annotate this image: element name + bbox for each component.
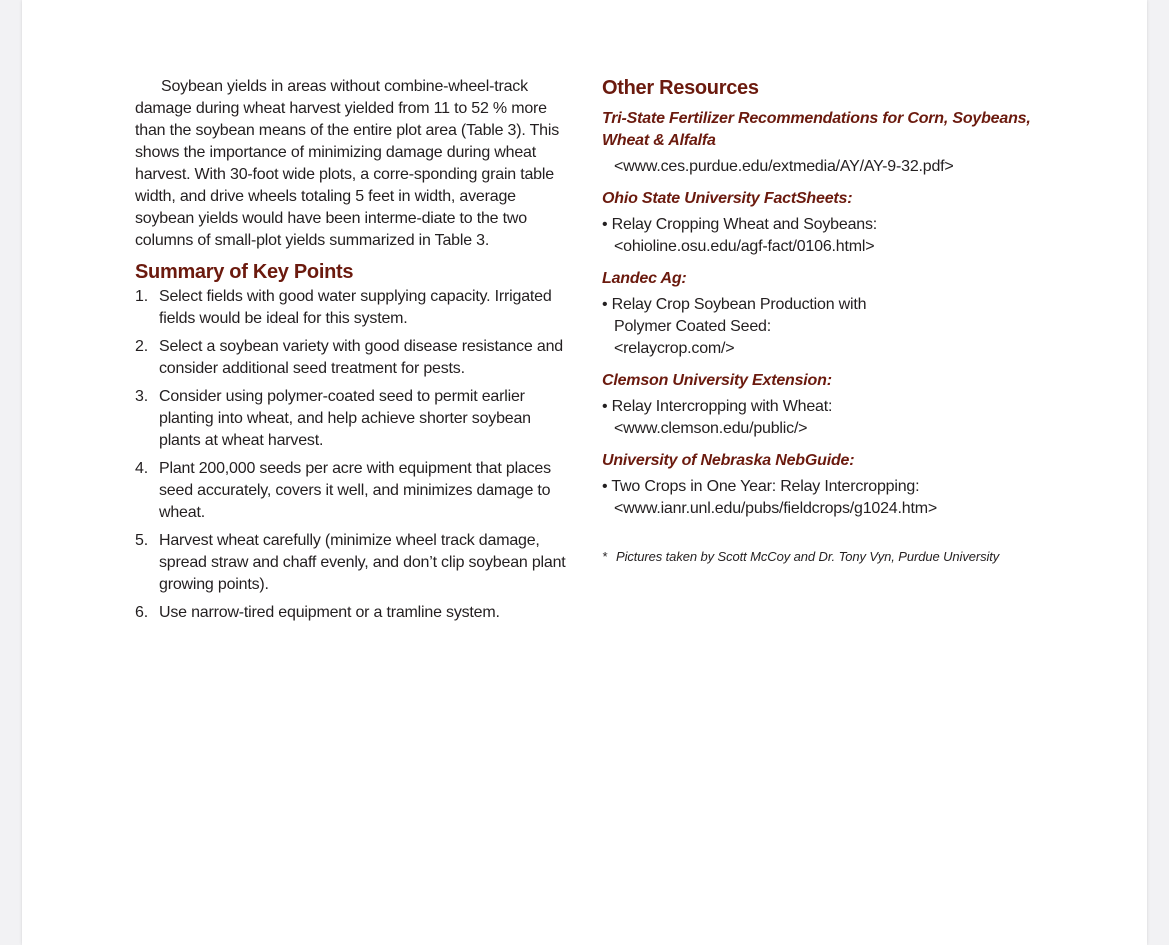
resource-source-title: University of Nebraska NebGuide: [602, 452, 855, 469]
resource-tri-state [602, 108, 1042, 178]
resource-landec [602, 268, 1042, 360]
right-column [602, 76, 1042, 566]
list-item-number: 4. [135, 460, 148, 477]
list-item-text: Harvest wheat carefully (minimize wheel track damage, spread straw and chaff evenly, and don’t clip soybean plant growing points). [159, 532, 566, 593]
resource-bullet: • Relay Cropping Wheat and Soybeans: [602, 216, 878, 233]
resource-link[interactable]: <www.ces.purdue.edu/extmedia/AY/AY-9-32.pdf> [614, 158, 954, 175]
resource-source-title: Tri-State Fertilizer Recommendations for Corn, Soybeans, Wheat & Alfalfa [602, 110, 1031, 149]
list-item-number: 1. [135, 288, 148, 305]
summary-heading: Summary of Key Points [135, 261, 354, 283]
resource-ohio-state [602, 188, 1042, 258]
photo-credit-footnote [602, 548, 1042, 566]
resource-entry [602, 294, 1042, 360]
left-column [135, 76, 575, 630]
resource-bullet: • Two Crops in One Year: Relay Intercropping: [602, 478, 920, 495]
resource-source-title: Landec Ag: [602, 270, 687, 287]
list-item [135, 530, 575, 596]
list-item-text: Select fields with good water supplying capacity. Irrigated fields would be ideal for this system. [159, 288, 552, 327]
list-item [135, 458, 575, 524]
footnote-text: Pictures taken by Scott McCoy and Dr. Tony Vyn, Purdue University [616, 549, 1000, 564]
list-item-number: 6. [135, 604, 148, 621]
list-item [135, 602, 575, 624]
list-item-number: 3. [135, 388, 148, 405]
footnote-marker: * [602, 549, 607, 564]
other-resources-heading: Other Resources [602, 77, 759, 99]
list-item [135, 336, 575, 380]
resource-link[interactable]: <www.ianr.unl.edu/pubs/fieldcrops/g1024.htm> [614, 500, 937, 517]
resource-clemson [602, 370, 1042, 440]
key-points-list [135, 286, 575, 624]
resource-source-title: Clemson University Extension: [602, 372, 832, 389]
resource-link[interactable]: <relaycrop.com/> [614, 340, 735, 357]
list-item-text: Plant 200,000 seeds per acre with equipment that places seed accurately, covers it well, and minimizes damage to wheat. [159, 460, 551, 521]
list-item [135, 286, 575, 330]
resource-link[interactable]: <ohioline.osu.edu/agf-fact/0106.html> [614, 238, 875, 255]
resource-entry [602, 214, 1042, 258]
resource-source-title: Ohio State University FactSheets: [602, 190, 853, 207]
resource-bullet-continuation: Polymer Coated Seed: [614, 318, 771, 335]
list-item-text: Use narrow-tired equipment or a tramline system. [159, 604, 500, 621]
document-page [22, 0, 1147, 945]
resource-entry [602, 396, 1042, 440]
resource-nebraska [602, 450, 1042, 520]
list-item-text: Select a soybean variety with good disease resistance and consider additional seed treatment for pests. [159, 338, 563, 377]
resource-entry [602, 476, 1042, 520]
list-item-text: Consider using polymer-coated seed to permit earlier planting into wheat, and help achieve shorter soybean plants at wheat harvest. [159, 388, 531, 449]
resource-bullet: • Relay Crop Soybean Production with [602, 296, 867, 313]
intro-paragraph: Soybean yields in areas without combine-wheel-track damage during wheat harvest yielded from 11 to 52 % more than the soybean means of the entire plot area (Table 3). This shows the importance of minimizing damage during wheat harvest. With 30-foot wide plots, a corre-sponding grain table width, and drive wheels totaling 5 feet in width, average soybean yields would have been interme-diate to the two columns of small-plot yields summarized in Table 3. [135, 78, 560, 249]
resource-bullet: • Relay Intercropping with Wheat: [602, 398, 833, 415]
resource-link[interactable]: <www.clemson.edu/public/> [614, 420, 808, 437]
list-item [135, 386, 575, 452]
list-item-number: 2. [135, 338, 148, 355]
list-item-number: 5. [135, 532, 148, 549]
